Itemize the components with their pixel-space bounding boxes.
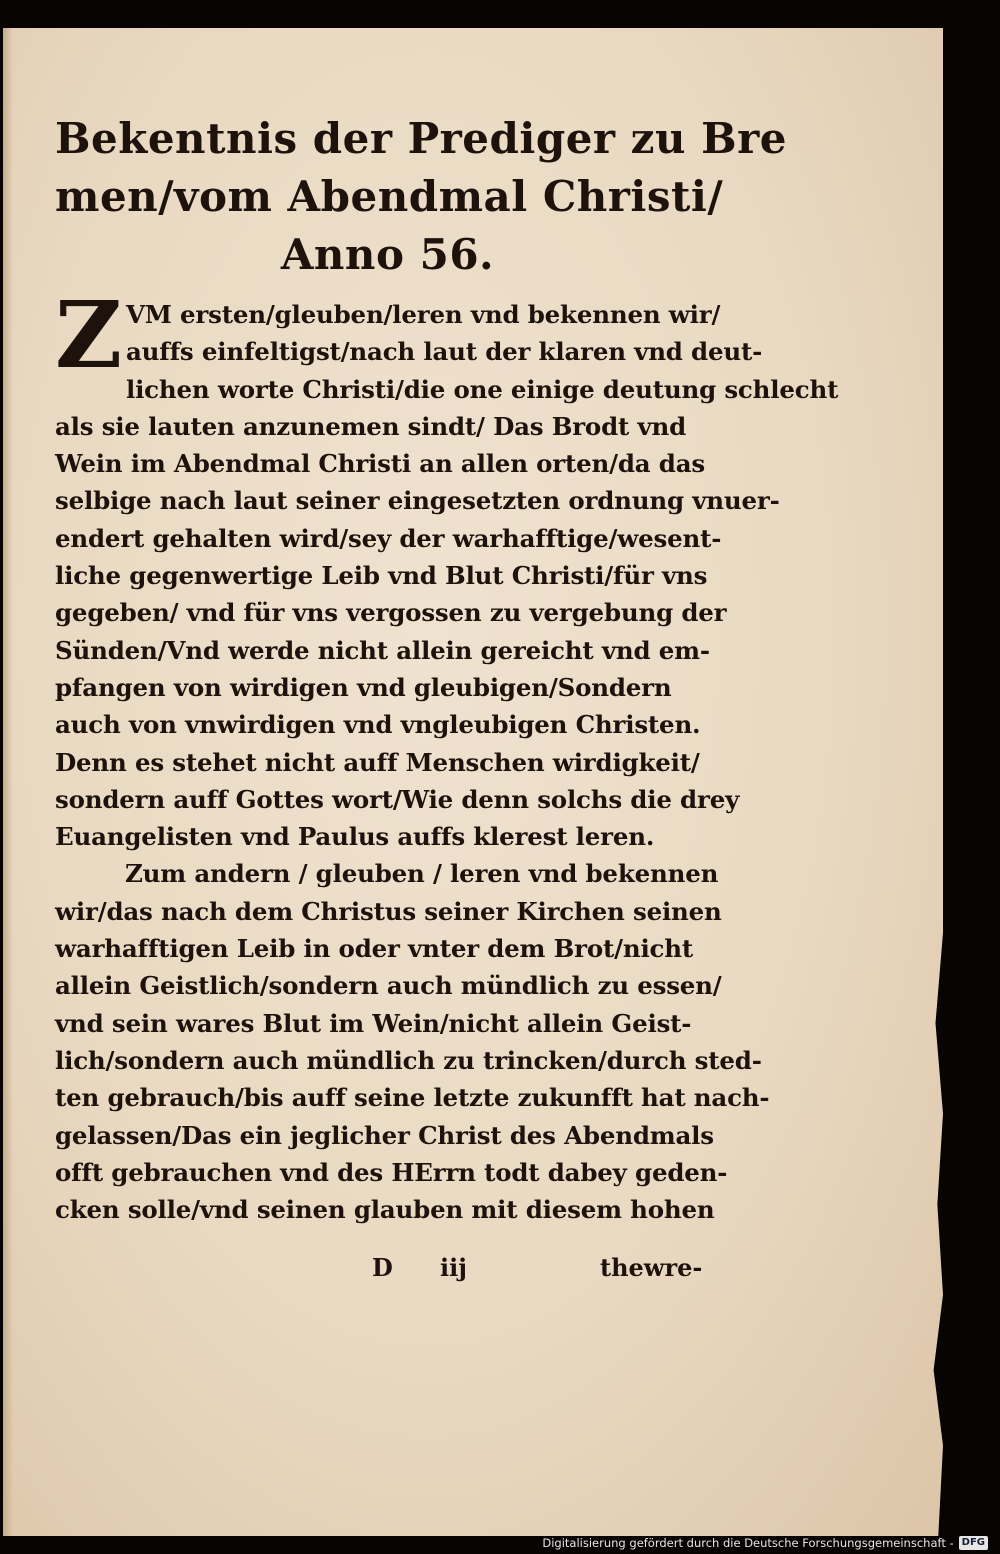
- title-line: men/vom Abendmal Christi/: [55, 172, 724, 221]
- text-line: ten gebrauch/bis auff seine letzte zukunfft hat nach-: [55, 1083, 770, 1113]
- text-line: Wein im Abendmal Christi an allen orten/da das: [55, 449, 705, 479]
- digitization-credit: [542, 1536, 988, 1550]
- text-line: Denn es stehet nicht auff Menschen wirdigkeit/: [55, 747, 700, 777]
- text-line: auch von vnwirdigen vnd vngleubigen Christen.: [55, 710, 701, 740]
- drop-capital: Z: [55, 281, 122, 389]
- signature-mark: D: [372, 1253, 393, 1282]
- text-line: Zum andern / gleuben / leren vnd bekennen: [125, 859, 719, 889]
- paragraph-1: [55, 281, 839, 855]
- text-line: cken solle/vnd seinen glauben mit diesem hohen: [55, 1195, 715, 1225]
- text-line: allein Geistlich/sondern auch mündlich zu essen/: [55, 971, 722, 1001]
- dfg-logo: DFG: [959, 1536, 988, 1550]
- text-line: auffs einfeltigst/nach laut der klaren vnd deut-: [125, 337, 763, 367]
- title-line: Anno 56.: [280, 230, 495, 279]
- page-content: [55, 110, 839, 1228]
- text-line: VM ersten/gleuben/leren vnd bekennen wir/: [125, 300, 721, 329]
- document-title: [55, 110, 788, 284]
- text-line: liche gegenwertige Leib vnd Blut Christi/für vns: [55, 561, 708, 591]
- leaf-number: iij: [440, 1253, 467, 1282]
- body-text: [55, 281, 839, 1228]
- text-line: Euangelisten vnd Paulus auffs klerest leren.: [55, 822, 655, 852]
- text-line: pfangen von wirdigen vnd gleubigen/Sondern: [55, 672, 672, 702]
- text-line: wir/das nach dem Christus seiner Kirchen seinen: [55, 896, 722, 926]
- text-line: warhafftigen Leib in oder vnter dem Brot/nicht: [55, 934, 694, 964]
- text-line: sondern auff Gottes wort/Wie denn solchs die drey: [55, 784, 740, 814]
- title-line: Bekentnis der Prediger zu Bre: [55, 114, 788, 163]
- text-line: selbige nach laut seiner eingesetzten ordnung vnuer-: [55, 486, 780, 516]
- text-line: gelassen/Das ein jeglicher Christ des Abendmals: [55, 1120, 714, 1150]
- page-footer: [372, 1253, 712, 1287]
- text-line: offt gebrauchen vnd des HErrn todt dabey geden-: [55, 1157, 728, 1187]
- text-line: Sünden/Vnd werde nicht allein gereicht vnd em-: [55, 635, 710, 665]
- text-line: lich/sondern auch mündlich zu trincken/durch sted-: [55, 1045, 762, 1075]
- text-line: gegeben/ vnd für vns vergossen zu vergebung der: [55, 598, 727, 628]
- text-line: vnd sein wares Blut im Wein/nicht allein Geist-: [55, 1008, 692, 1038]
- credit-text: Digitalisierung gefördert durch die Deutsche Forschungsgemeinschaft -: [542, 1536, 954, 1550]
- catchword: thewre-: [600, 1253, 703, 1282]
- text-line: endert gehalten wird/sey der warhafftige/wesent-: [55, 523, 722, 553]
- paragraph-2: [55, 855, 770, 1228]
- page-gutter-shadow: [3, 28, 13, 1536]
- text-line: lichen worte Christi/die one einige deutung schlecht: [125, 374, 839, 404]
- text-line: als sie lauten anzunemen sindt/ Das Brodt vnd: [55, 411, 687, 441]
